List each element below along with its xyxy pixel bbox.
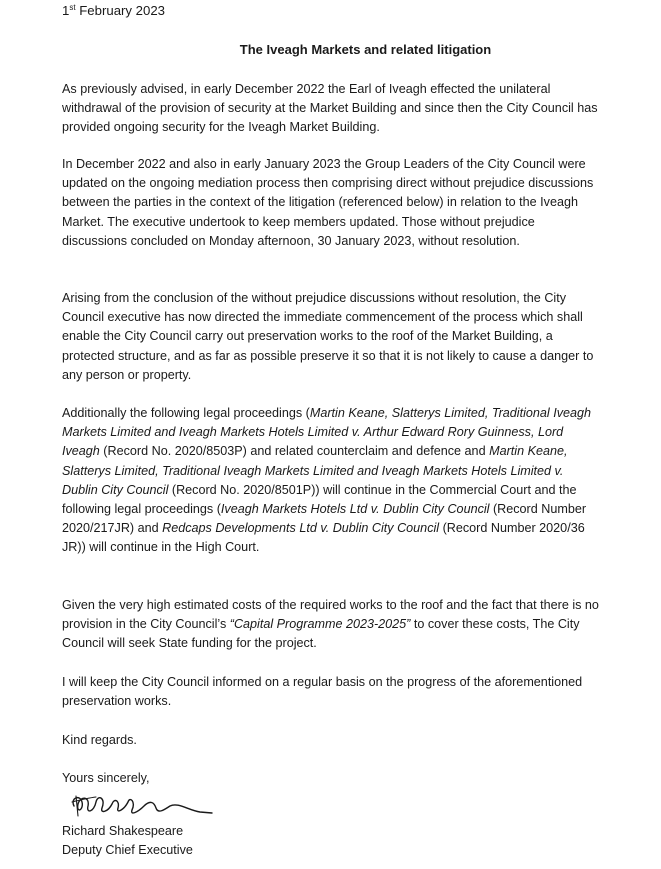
signer-name: Richard Shakespeare (62, 824, 184, 838)
paragraph-security: As previously advised, in early December 2022 the Earl of Iveagh effected the unilateral withdrawal of the provision of security at the Market Building and since then the City Council has provided ongoing security for the Iveagh Market Building. (62, 82, 598, 135)
funding-text: Given the very high estimated costs of the required works to the roof and the fact that there is no provision in the City Council’s (62, 598, 599, 632)
paragraph-funding (62, 596, 602, 654)
closing-sincerely: Yours sincerely, (62, 771, 150, 785)
proceedings-text: (Record Number 2020/36 JR)) will continue in the High Court. (62, 521, 585, 555)
programme-title: “Capital Programme 2023-2025” (229, 617, 411, 632)
case-title: Iveagh Markets Hotels Ltd v. Dublin City Council (220, 502, 490, 517)
paragraph-preservation: Arising from the conclusion of the without prejudice discussions without resolution, the City Council executive has now directed the immediate commencement of the process which shall enable the City Council carry out preservation works to the roof of the Market Building, a protected structure, and as far as possible preserve it so that it is not likely to cause a danger to any person or property. (62, 291, 594, 382)
case-title: Martin Keane, Slatterys Limited, Traditional Iveagh Markets Limited and Iveagh Markets Hotels Limited v. Arthur Edward Rory Guinness, Lord Iveagh (62, 406, 592, 459)
signature-image (66, 788, 216, 824)
case-title: Martin Keane, Slatterys Limited, Traditional Iveagh Markets Limited and Iveagh Markets Hotels Limited v. Dublin City Council (62, 444, 568, 497)
proceedings-text: (Record Number 2020/217JR) and (62, 502, 587, 536)
closing-regards: Kind regards. (62, 733, 137, 747)
proceedings-text: (Record No. 2020/8501P)) will continue in the Commercial Court and the following legal proceedings ( (62, 482, 577, 517)
date-month-year: February 2023 (75, 3, 166, 18)
proceedings-text: (Record No. 2020/8503P) and related counterclaim and defence and (99, 444, 490, 459)
letter-title: The Iveagh Markets and related litigation (239, 42, 492, 57)
letter-date (62, 1, 165, 20)
case-title: Redcaps Developments Ltd v. Dublin City Council (162, 521, 440, 536)
funding-text: to cover these costs, The City Council will seek State funding for the project. (62, 617, 580, 651)
signer-title: Deputy Chief Executive (62, 843, 193, 857)
date-suffix: st (69, 3, 76, 12)
paragraph-updates: I will keep the City Council informed on a regular basis on the progress of the aforementioned preservation works. (62, 675, 583, 709)
date-day: 1 (62, 3, 70, 18)
proceedings-text: Additionally the following legal proceedings ( (62, 406, 310, 420)
paragraph-mediation: In December 2022 and also in early January 2023 the Group Leaders of the City Council were updated on the ongoing mediation process then comprising direct without prejudice discussions between the parties in the context of the litigation (referenced below) in relation to the Iveagh Market. The executive undertook to keep members updated. Those without prejudice discussions concluded on Monday afternoon, 30 January 2023, without resolution. (62, 157, 594, 248)
paragraph-legal-proceedings (62, 404, 602, 558)
